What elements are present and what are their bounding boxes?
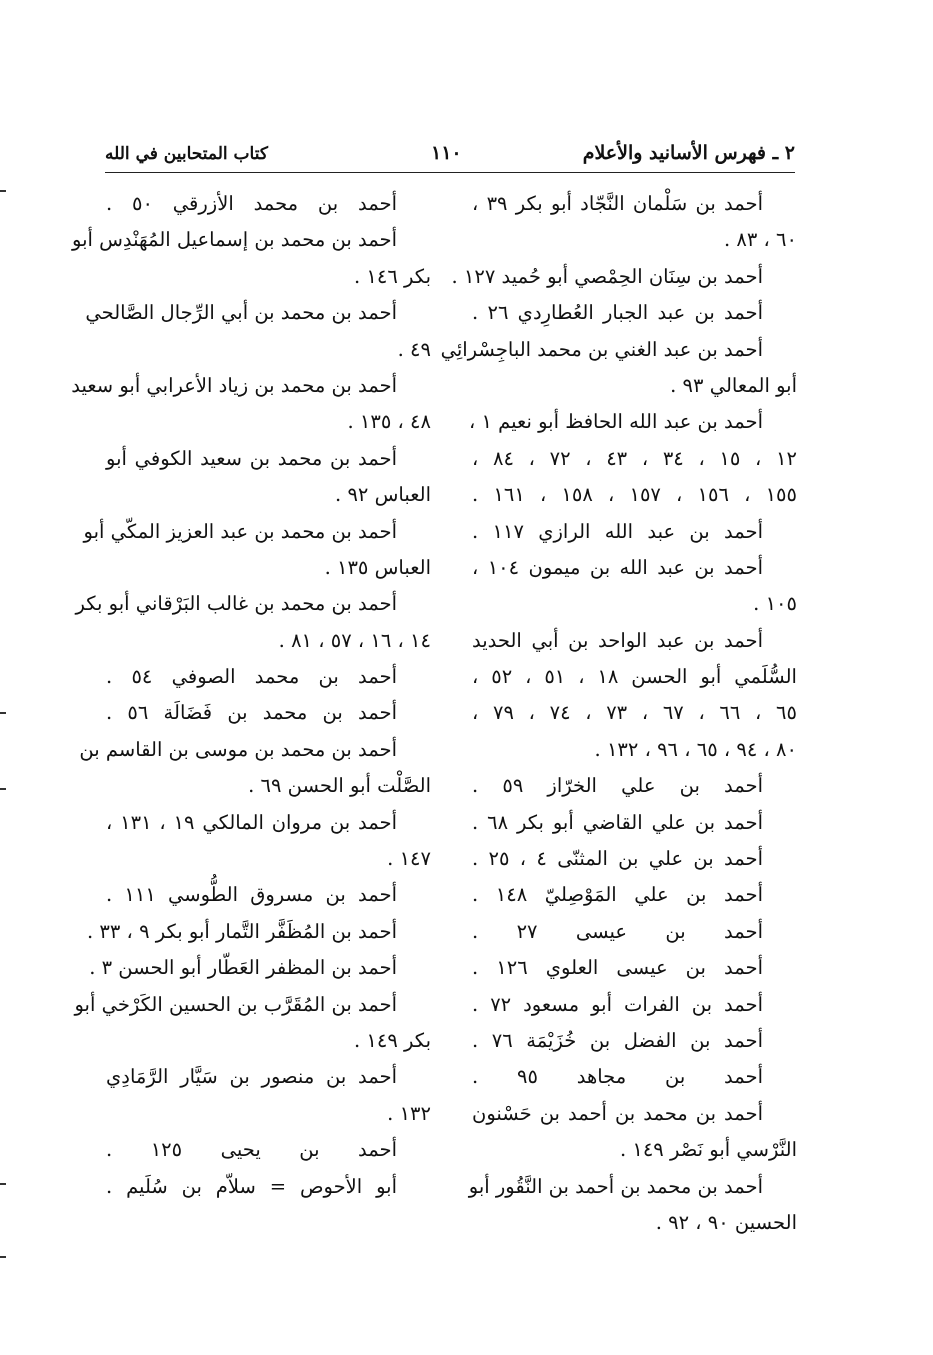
index-entry-line: الصَّلْت أبو الحسن ٦٩ . — [248, 774, 431, 798]
index-entry-line: أحمد بن سِنَان الحِمْصي أبو حُميد ١٢٧ . — [451, 264, 763, 288]
index-entry-line: أحمد بن محمد بن موسى بن القاسم بن — [79, 737, 397, 761]
section-title: ٢ ـ فهرس الأسانيد والأعلام — [582, 142, 795, 164]
index-entry-line: أحمد بن محمد بن زياد الأعرابي أبو سعيد — [71, 373, 397, 397]
scan-margin-mark — [0, 190, 6, 192]
index-entry-line: ٨٠ ، ٩٤ ، ٦٥ ، ٩٦ ، ١٣٢ . — [594, 737, 797, 761]
index-entry-line: ١٥٥ ، ١٥٦ ، ١٥٧ ، ١٥٨ ، ١٦١ . — [472, 483, 797, 507]
scan-margin-mark — [0, 712, 6, 714]
index-entry-line: أحمد بن عبد الله الرازي ١١٧ . — [472, 519, 763, 543]
index-entry-line: بكر ١٤٦ . — [354, 264, 431, 288]
index-entry-line: أحمد بن يحيى ١٢٥ . — [106, 1138, 398, 1162]
index-entry-line: أحمد بن علي الخرّاز ٥٩ . — [472, 774, 763, 798]
index-entry-line: أبو المعالي ٩٣ . — [670, 373, 797, 397]
index-entry-line: أحمد بن محمد بن إسماعيل المُهَنْدِس أبو — [72, 228, 397, 252]
index-entry-line: أحمد بن منصور بن سَيَّار الرَّمَادِي — [106, 1065, 397, 1089]
index-entry-line: أحمد بن عبد الله بن ميمون ١٠٤ ، — [472, 555, 763, 579]
index-entry-line: أحمد بن علي المَوْصِليّ ١٤٨ . — [472, 883, 763, 907]
index-entry-line: أحمد بن عبد الواحد بن أبي الحديد — [472, 628, 763, 652]
index-entry-line: أحمد بن عيسى ٢٧ . — [472, 919, 763, 943]
index-entry-line: أحمد بن مروان المالكي ١٩ ، ١٣١ ، — [106, 810, 397, 834]
index-entry-line: بكر ١٤٩ . — [354, 1028, 431, 1052]
index-entry-line: ١٠٥ . — [753, 592, 797, 616]
index-entry-line: أحمد بن علي القاضي أبو بكر ٦٨ . — [472, 810, 764, 834]
index-entry-line: أحمد بن محمد بن فَضَالَة ٥٦ . — [106, 701, 397, 725]
index-entry-line: ٦٠ ، ٨٣ . — [723, 228, 797, 252]
index-entry-line: أحمد بن المظفر العَطّار أبو الحسن ٣ . — [89, 956, 397, 980]
index-entry-line: أحمد بن محمد بن سعيد الكوفي أبو — [106, 446, 397, 470]
index-entry-line: ٤٨ ، ١٣٥ . — [347, 410, 431, 434]
index-entry-line: أحمد بن محمد بن غالب البَرْقاني أبو بكر — [75, 592, 397, 616]
scan-margin-mark — [0, 1183, 6, 1185]
index-entry-line: أحمد بن محمد الصوفي ٥٤ . — [106, 665, 397, 689]
index-column-left — [71, 186, 431, 1205]
index-entry-line: ١٤ ، ١٦ ، ٥٧ ، ٨١ . — [278, 628, 431, 652]
index-entry-line: ٦٥ ، ٦٦ ، ٦٧ ، ٧٣ ، ٧٤ ، ٧٩ ، — [472, 701, 797, 725]
index-entry-line: أحمد بن محمد الأزرقي ٥٠ . — [106, 192, 397, 215]
page-number: ١١٠ — [431, 142, 462, 164]
index-entry-line: السُّلَمي أبو الحسن ١٨ ، ٥١ ، ٥٢ ، — [472, 665, 797, 689]
index-entry-line: أحمد بن محمد بن أبي الرِّجال الصَّالحي — [85, 301, 397, 325]
index-entry-line: ١٢ ، ١٥ ، ٣٤ ، ٤٣ ، ٧٢ ، ٨٤ ، — [472, 446, 797, 470]
index-entry-line: ١٣٢ . — [387, 1101, 431, 1125]
index-column-right — [440, 186, 797, 1241]
index-entry-line: أحمد بن المُقَرَّب بن الحسين الكَرْخي أبو — [74, 992, 397, 1016]
index-entry-line: أحمد بن عبد الجبار العُطارِدي ٢٦ . — [472, 301, 763, 325]
index-entry-line: أحمد بن الفرات أبو مسعود ٧٢ . — [472, 992, 763, 1016]
scan-margin-mark — [0, 788, 6, 790]
book-title: كتاب المتحابين في الله — [105, 144, 268, 164]
index-entry-line: أحمد بن مسروق الطُّوسي ١١١ . — [106, 883, 397, 907]
index-entry-line: أحمد بن محمد بن عبد العزيز المكّي أبو — [83, 519, 397, 543]
index-entry-line: ٤٩ . — [397, 337, 431, 361]
index-entry-line: أحمد بن محمد بن أحمد بن النَّقُور أبو — [468, 1174, 763, 1198]
index-entry-line: العباس ٩٢ . — [335, 483, 431, 507]
index-entry-line: أحمد بن سَلْمان النَّجّاد أبو بكر ٣٩ ، — [472, 192, 763, 215]
index-entry-line: أحمد بن مجاهد ٩٥ . — [472, 1065, 764, 1089]
index-entry-line: أحمد بن المُظَفَّر التَّمار أبو بكر ٩ ، ٣٣ . — [87, 919, 397, 943]
index-entry-line: أبو الأحوص = سلاّم بن سُلَيم . — [106, 1174, 397, 1198]
index-entry-line: أحمد بن عبد الغني بن محمد الباجِسْرائِي — [440, 337, 763, 361]
index-entry-line: النَّرْسي أبو نَصْر ١٤٩ . — [619, 1138, 797, 1162]
index-entry-line: أحمد بن علي بن المثنّى ٤ ، ٢٥ . — [472, 847, 763, 871]
running-header — [105, 142, 795, 173]
index-entry-line: أحمد بن عيسى العلوي ١٢٦ . — [472, 956, 763, 980]
index-entry-line: أحمد بن الفضل بن خُزَيْمَة ٧٦ . — [472, 1028, 763, 1052]
index-entry-line: العباس ١٣٥ . — [324, 555, 431, 579]
index-entry-line: أحمد بن محمد بن أحمد بن حَسْنون — [472, 1101, 763, 1125]
index-entry-line: الحسين ٩٠ ، ٩٢ . — [655, 1210, 797, 1234]
index-entry-line: أحمد بن عبد الله الحافظ أبو نعيم ١ ، — [469, 410, 763, 434]
index-entry-line: ١٤٧ . — [387, 847, 431, 871]
scan-margin-mark — [0, 1256, 6, 1258]
